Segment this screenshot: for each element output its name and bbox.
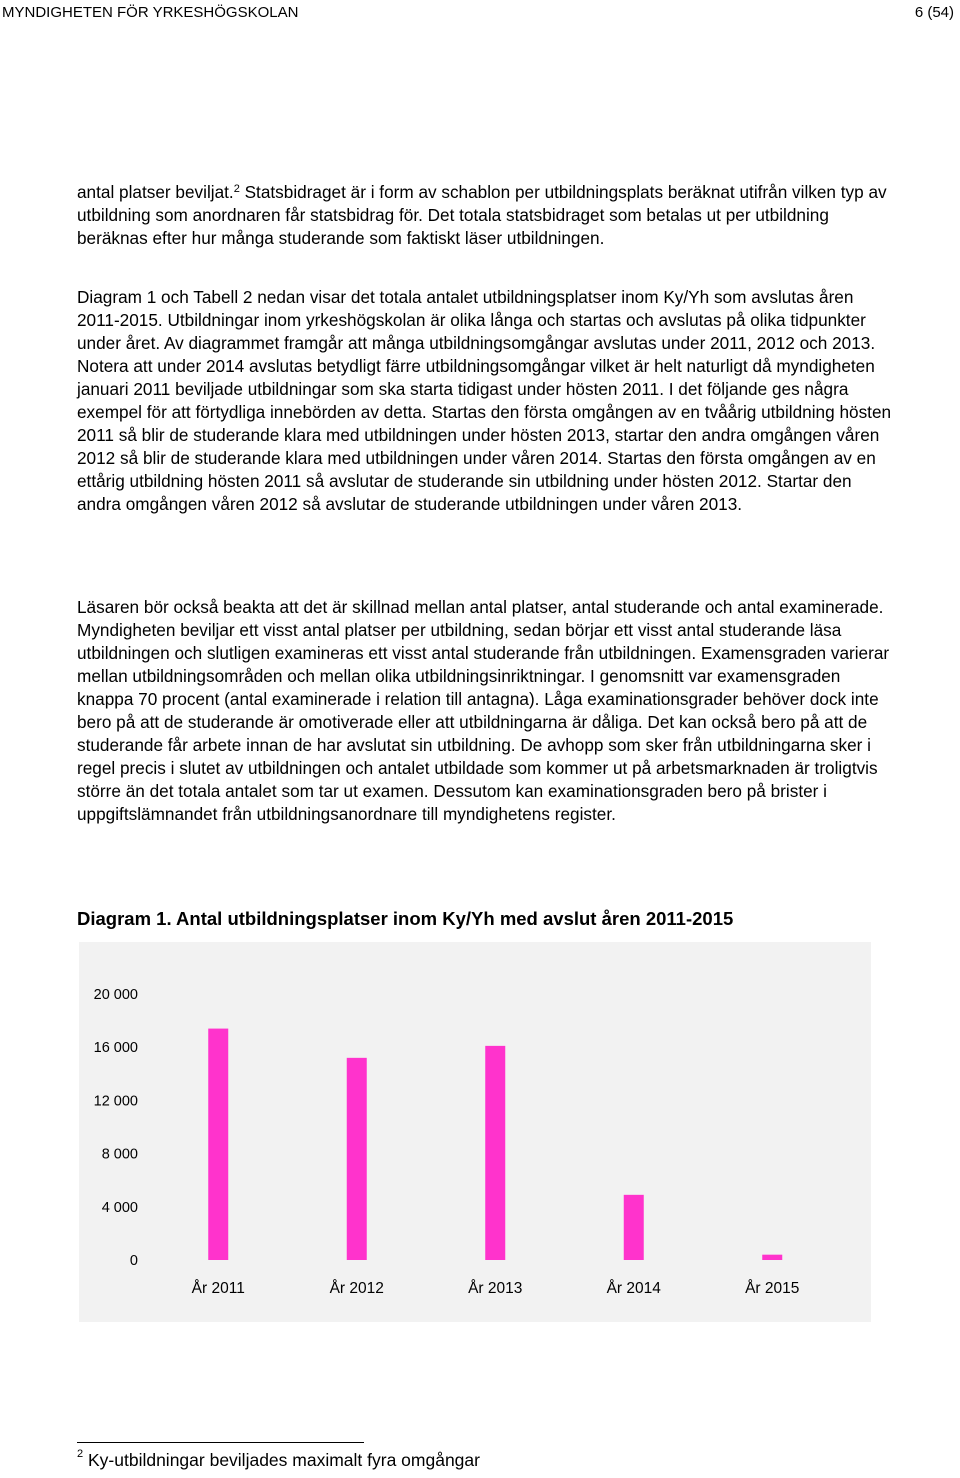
header-organization: MYNDIGHETEN FÖR YRKESHÖGSKOLAN — [2, 4, 299, 21]
bar — [485, 1046, 505, 1260]
y-tick-label: 0 — [129, 1253, 138, 1269]
paragraph-1 — [77, 181, 899, 250]
footnote-text: Ky-utbildningar beviljades maximalt fyra omgångar — [83, 1450, 480, 1470]
x-tick-label: År 2013 — [468, 1280, 523, 1297]
diagram-title: Diagram 1. Antal utbildningsplatser inom Ky/Yh med avslut åren 2011-2015 — [77, 908, 734, 929]
footnote-number: 2 — [77, 1448, 84, 1460]
y-tick-label: 8 000 — [101, 1146, 138, 1163]
bar-chart — [79, 942, 871, 1322]
y-tick-label: 16 000 — [93, 1040, 138, 1057]
paragraph-1-text-b: Statsbidraget är i form av schablon per utbildningsplats beräknat utifrån vilken typ av utbildning som anordnaren får statsbidrag för. Det totala statsbidraget som betalas ut per utbildning beräknas efter hur många studerande som faktiskt läser utbildningen. — [77, 182, 887, 248]
bar-chart-svg — [79, 942, 871, 1322]
y-tick-label: 4 000 — [101, 1199, 138, 1216]
y-tick-label: 20 000 — [93, 987, 138, 1003]
x-tick-label: År 2011 — [191, 1280, 245, 1297]
paragraph-2-text: Diagram 1 och Tabell 2 nedan visar det totala antalet utbildningsplatser inom Ky/Yh som avslutas åren 2011-2015. Utbildningar inom yrkeshögskolan är olika långa och startas och avslutas på olika tidpunkter under året. Av diagrammet framgår att många utbildningsomgångar avslutas under 2011, 2012 och 2013. Notera att under 2014 avslutas betydligt färre utbildningsomgångar vilket är helt naturligt då myndigheten januari 2011 beviljade utbildningar som ska starta tidigast under hösten 2011. I det följande ges några exempel för att förtydliga innebörden av detta. Startas den första omgången av en tvåårig utbildning hösten 2011 så blir de studerande klara med utbildningen under hösten 2013, startar den andra omgången våren 2012 så blir de studerande klara med utbildningen under våren 2014. Startas den första omgången av en ettårig utbildning hösten 2011 så avslutar de studerande sin utbildning under hösten 2012. Startar den andra omgången våren 2012 så avslutar de studerande utbildningen under våren 2013. — [77, 287, 892, 514]
paragraph-1-text-a: antal platser beviljat. — [77, 182, 234, 202]
bar — [347, 1058, 367, 1260]
bar — [762, 1255, 782, 1260]
paragraph-3 — [77, 596, 899, 826]
footnote-divider — [77, 1442, 364, 1443]
x-tick-label: År 2012 — [329, 1280, 384, 1297]
bar — [624, 1195, 644, 1260]
y-tick-label: 12 000 — [93, 1093, 138, 1110]
x-tick-label: År 2015 — [745, 1280, 800, 1297]
paragraph-2 — [77, 286, 899, 516]
x-tick-label: År 2014 — [606, 1280, 661, 1297]
paragraph-3-text: Läsaren bör också beakta att det är skillnad mellan antal platser, antal studerande och antal examinerade. Myndigheten beviljar ett visst antal platser per utbildning, sedan börjar ett visst antal studerande läsa utbildningen och slutligen examineras ett visst antal studerande från utbildningen. Examensgraden varierar mellan utbildningsområden och mellan olika utbildningsinriktningar. I genomsnitt var examensgraden knappa 70 procent (antal examinerade i relation till antagna). Låga examinationsgrader behöver dock inte bero på att de studerande är omotiverade eller att utbildningarna är dåliga. Det kan också bero på att de studerande får arbete innan de har avslutat sin utbildning. De avhopp som sker från utbildningarna sker i regel precis i slutet av utbildningen och antalet utbildade som kommer ut på arbetsmarknaden är troligtvis större än det totala antalet som tar ut examen. Dessutom kan examinationsgraden bero på brister i uppgiftslämnandet från utbildningsanordnare till myndighetens register. — [77, 597, 890, 824]
page-number: 6 (54) — [914, 4, 954, 21]
footnote-reference[interactable]: 2 — [233, 183, 240, 195]
footnote — [77, 1450, 480, 1471]
bar — [208, 1029, 228, 1260]
